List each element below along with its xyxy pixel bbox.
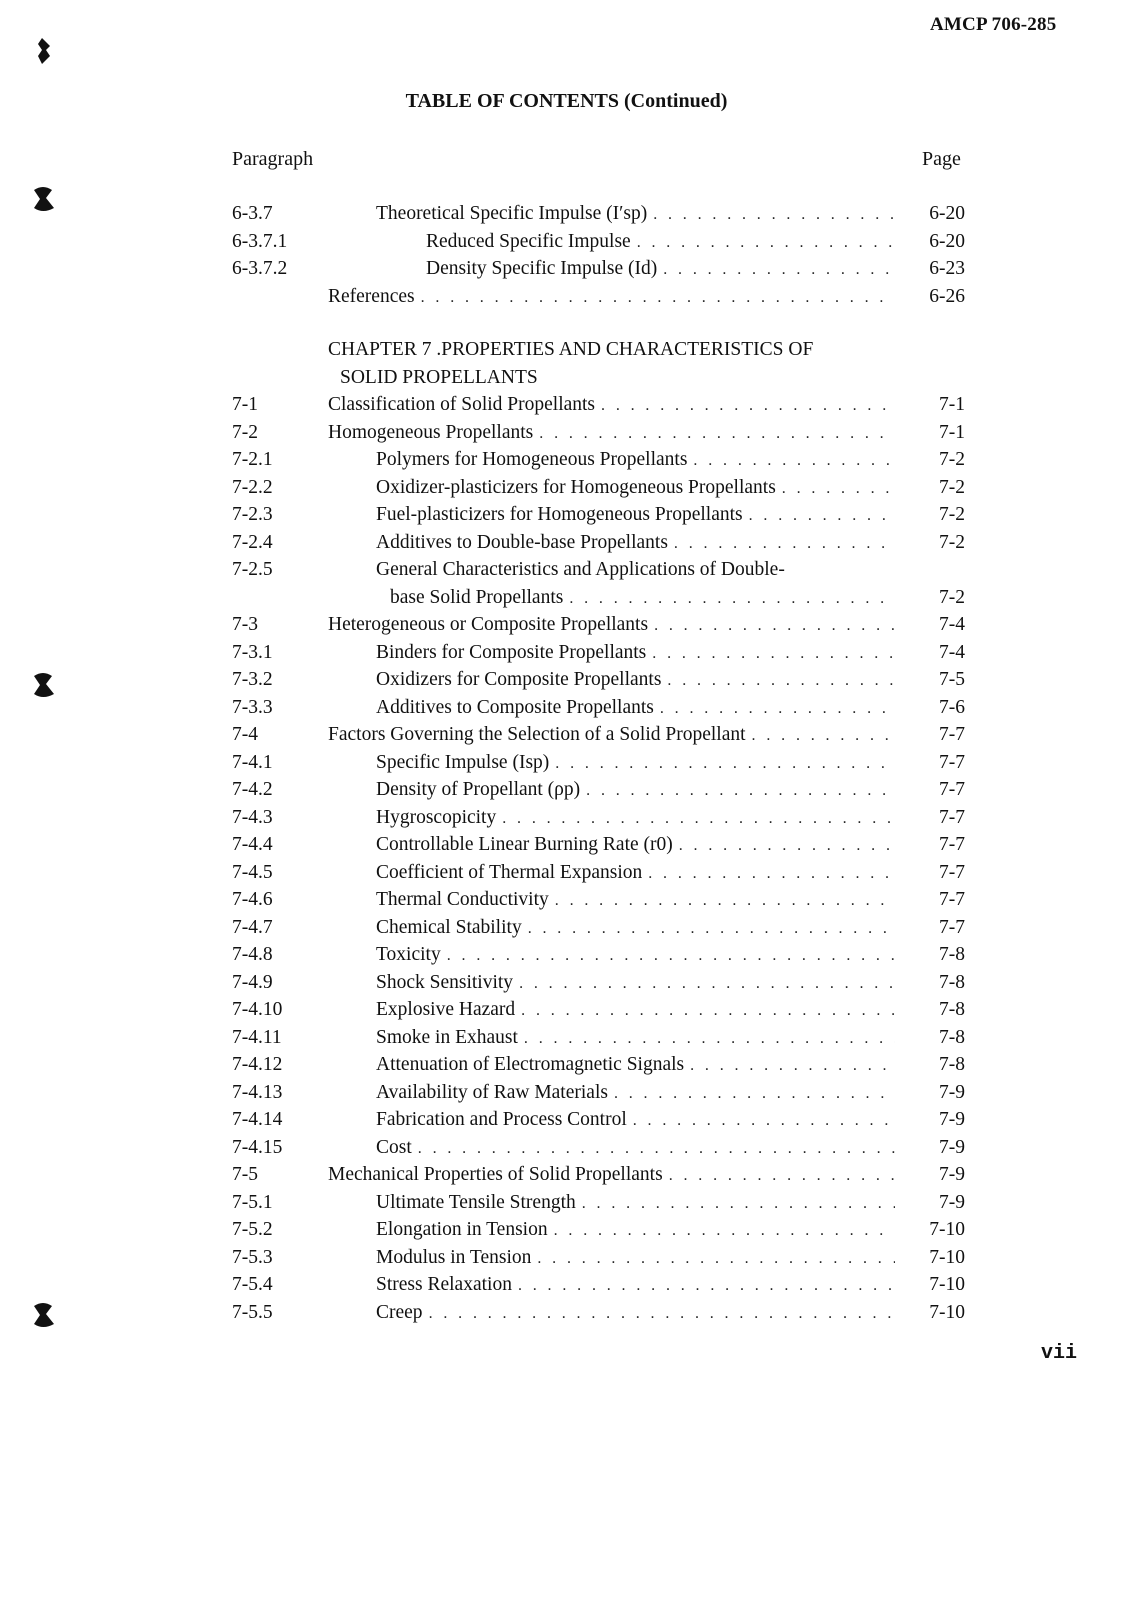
toc-entry — [0, 859, 1133, 887]
page-ref: 7-5 — [939, 669, 965, 690]
entry-title: Factors Governing the Selection of a Solid Propellant — [328, 724, 746, 745]
entry-title: Thermal Conductivity — [376, 889, 549, 910]
binder-hole-mark-icon — [28, 36, 58, 66]
toc-entry — [0, 391, 1133, 419]
paragraph-number: 7-5.5 — [232, 1301, 273, 1323]
page-ref: 7-2 — [939, 449, 965, 470]
entry-title: Ultimate Tensile Strength — [376, 1191, 576, 1213]
page-ref: 7-8 — [939, 944, 965, 965]
paragraph-column-header: Paragraph — [232, 148, 314, 170]
paragraph-number: 7-3.2 — [232, 669, 273, 690]
page-ref: 7-8 — [939, 971, 965, 993]
entry-title: References — [328, 285, 415, 307]
toc-entry — [0, 283, 1133, 311]
toc-entry — [0, 804, 1133, 832]
paragraph-number: 6-3.7 — [232, 203, 273, 224]
paragraph-number: 6-3.7.2 — [232, 258, 288, 279]
paragraph-number: 7-5.3 — [232, 1246, 273, 1268]
entry-title: Polymers for Homogeneous Propellants — [376, 449, 688, 470]
page-ref: 7-2 — [939, 504, 965, 525]
entry-title: Oxidizers for Composite Propellants — [376, 669, 662, 690]
entry-title: Density of Propellant (ρp) — [376, 779, 581, 800]
entry-title: General Characteristics and Applications of Double- — [376, 559, 785, 580]
entry-title: Fuel-plasticizers for Homogeneous Propellants — [376, 504, 743, 525]
toc-entry — [0, 446, 1133, 474]
toc-entry — [0, 556, 1133, 584]
toc-entry — [0, 886, 1133, 914]
page-ref: 7-1 — [939, 394, 965, 415]
page-ref: 7-9 — [939, 1136, 965, 1158]
toc-entry — [0, 228, 1133, 256]
page-ref: 7-10 — [929, 1219, 965, 1240]
entry-title: Specific Impulse (Isp) — [376, 751, 550, 773]
toc-entry — [0, 474, 1133, 502]
paragraph-number: 7-2.4 — [232, 531, 273, 553]
toc-entry — [0, 666, 1133, 694]
paragraph-number: 7-4.15 — [232, 1136, 283, 1158]
toc-entry-cont — [0, 584, 1133, 612]
page-ref: 7-1 — [939, 421, 965, 443]
page-ref: 7-10 — [929, 1274, 965, 1295]
toc-entry — [0, 529, 1133, 557]
page-ref: 7-4 — [939, 614, 965, 635]
page-ref: 7-8 — [939, 1054, 965, 1075]
page-ref: 7-4 — [939, 641, 965, 663]
page-ref: 7-7 — [939, 916, 965, 938]
toc-entry — [0, 200, 1133, 228]
page-ref: 7-2 — [939, 476, 965, 498]
toc-entry — [0, 776, 1133, 804]
page-ref: 7-7 — [939, 751, 965, 773]
page-ref: 7-10 — [929, 1301, 965, 1323]
entry-title: Theoretical Specific Impulse (I′sp) — [376, 203, 648, 224]
entry-title: Density Specific Impulse (Id) — [426, 258, 658, 279]
entry-title-continued: base Solid Propellants — [390, 586, 564, 608]
entry-title: Heterogeneous or Composite Propellants — [328, 614, 649, 635]
entry-title: Explosive Hazard — [376, 999, 516, 1020]
entry-title: Attenuation of Electromagnetic Signals — [376, 1054, 685, 1075]
paragraph-number: 7-4.2 — [232, 779, 273, 800]
paragraph-number: 7-4 — [232, 724, 258, 745]
toc-entry — [0, 1106, 1133, 1134]
paragraph-number: 7-1 — [232, 394, 258, 415]
page-ref: 7-6 — [939, 696, 965, 718]
entry-title: Classification of Solid Propellants — [328, 394, 596, 415]
entry-title: Shock Sensitivity — [376, 971, 514, 993]
paragraph-number: 7-4.7 — [232, 916, 273, 938]
page-ref: 7-7 — [939, 861, 965, 883]
page-ref: 7-7 — [939, 889, 965, 910]
toc-entry — [0, 1216, 1133, 1244]
paragraph-number: 7-2.1 — [232, 449, 273, 470]
page-column-header: Page — [922, 148, 961, 170]
page-ref: 7-9 — [939, 1109, 965, 1130]
paragraph-number: 7-4.8 — [232, 944, 273, 965]
page-ref: 7-7 — [939, 834, 965, 855]
chapter-heading-cont — [0, 364, 1133, 392]
page-ref: 7-2 — [939, 586, 965, 608]
toc-entry — [0, 1244, 1133, 1272]
entry-title: Additives to Double-base Propellants — [376, 531, 668, 553]
toc-entry — [0, 255, 1133, 283]
paragraph-number: 7-4.9 — [232, 971, 273, 993]
page-ref: 7-9 — [939, 1081, 965, 1103]
entry-title: Hygroscopicity — [376, 806, 497, 828]
entry-title: Additives to Composite Propellants — [376, 696, 654, 718]
entry-title: Mechanical Properties of Solid Propellants — [328, 1164, 663, 1185]
page-title: TABLE OF CONTENTS (Continued) — [405, 90, 728, 112]
entry-title: Availability of Raw Materials — [376, 1081, 608, 1103]
entry-title: Modulus in Tension — [376, 1246, 532, 1268]
paragraph-number: 7-3.3 — [232, 696, 273, 718]
toc-entry — [0, 914, 1133, 942]
entry-title: Coefficient of Thermal Expansion — [376, 861, 643, 883]
paragraph-number: 7-2.2 — [232, 476, 273, 498]
paragraph-number: 7-2.5 — [232, 559, 273, 580]
paragraph-number: 7-5 — [232, 1164, 258, 1185]
paragraph-number: 7-4.11 — [232, 1026, 282, 1048]
paragraph-number: 7-4.6 — [232, 889, 273, 910]
paragraph-number: 7-2 — [232, 421, 258, 443]
toc-entry — [0, 1134, 1133, 1162]
chapter-entries — [0, 391, 1133, 1326]
toc-entry — [0, 1271, 1133, 1299]
entry-title: Reduced Specific Impulse — [426, 230, 631, 252]
entry-title: Creep — [376, 1301, 423, 1323]
paragraph-number: 7-5.2 — [232, 1219, 273, 1240]
paragraph-number: 7-4.14 — [232, 1109, 283, 1130]
entry-title: Elongation in Tension — [376, 1219, 548, 1240]
page-number: vii — [1041, 1342, 1078, 1365]
toc-entry — [0, 694, 1133, 722]
paragraph-number: 7-4.12 — [232, 1054, 283, 1075]
entry-title: Cost — [376, 1136, 412, 1158]
page-ref: 6-20 — [929, 203, 965, 224]
paragraph-number: 7-4.1 — [232, 751, 273, 773]
page-ref: 7-9 — [939, 1191, 965, 1213]
toc-entry — [0, 831, 1133, 859]
paragraph-number: 7-3 — [232, 614, 258, 635]
entry-title: Controllable Linear Burning Rate (r0) — [376, 834, 673, 855]
paragraph-number: 7-4.13 — [232, 1081, 283, 1103]
entry-title: Smoke in Exhaust — [376, 1026, 518, 1048]
toc-entry — [0, 969, 1133, 997]
entry-title: Stress Relaxation — [376, 1274, 512, 1295]
paragraph-number: 7-4.4 — [232, 834, 273, 855]
paragraph-number: 7-5.4 — [232, 1274, 273, 1295]
page-ref: 7-2 — [939, 531, 965, 553]
toc-entry — [0, 1079, 1133, 1107]
paragraph-number: 6-3.7.1 — [232, 230, 288, 252]
toc-entry — [0, 1189, 1133, 1217]
paragraph-number: 7-4.10 — [232, 999, 283, 1020]
page-ref: 6-23 — [929, 258, 965, 279]
table-of-contents — [0, 200, 1133, 1326]
toc-entry — [0, 996, 1133, 1024]
toc-entry — [0, 749, 1133, 777]
toc-entry — [0, 501, 1133, 529]
entry-title: Toxicity — [376, 944, 441, 965]
entry-title: Chemical Stability — [376, 916, 522, 938]
document-id: AMCP 706-285 — [930, 14, 1057, 35]
toc-entry — [0, 1161, 1133, 1189]
toc-entry — [0, 1024, 1133, 1052]
paragraph-number: 7-4.3 — [232, 806, 273, 828]
page-ref: 7-8 — [939, 999, 965, 1020]
chapter-title-line-2: SOLID PROPELLANTS — [340, 366, 538, 388]
chapter-title-line-1: CHAPTER 7 .PROPERTIES AND CHARACTERISTICS OF — [328, 339, 814, 360]
toc-entry — [0, 1299, 1133, 1327]
toc-entry — [0, 1051, 1133, 1079]
toc-entry — [0, 941, 1133, 969]
paragraph-number: 7-3.1 — [232, 641, 273, 663]
paragraph-number: 7-2.3 — [232, 504, 273, 525]
page-ref: 6-20 — [929, 230, 965, 252]
paragraph-number: 7-5.1 — [232, 1191, 273, 1213]
page-ref: 7-9 — [939, 1164, 965, 1185]
toc-entry — [0, 611, 1133, 639]
entry-title: Binders for Composite Propellants — [376, 641, 647, 663]
toc-entry — [0, 721, 1133, 749]
paragraph-number: 7-4.5 — [232, 861, 273, 883]
toc-entry — [0, 639, 1133, 667]
page-ref: 7-7 — [939, 806, 965, 828]
page-ref: 7-7 — [939, 724, 965, 745]
entry-title: Homogeneous Propellants — [328, 421, 534, 443]
page-ref: 7-8 — [939, 1026, 965, 1048]
entry-title: Oxidizer-plasticizers for Homogeneous Propellants — [376, 476, 776, 498]
page-ref: 7-7 — [939, 779, 965, 800]
page-ref: 7-10 — [929, 1246, 965, 1268]
page-ref: 6-26 — [929, 285, 965, 307]
toc-entry — [0, 419, 1133, 447]
entry-title: Fabrication and Process Control — [376, 1109, 627, 1130]
chapter-heading — [0, 336, 1133, 364]
